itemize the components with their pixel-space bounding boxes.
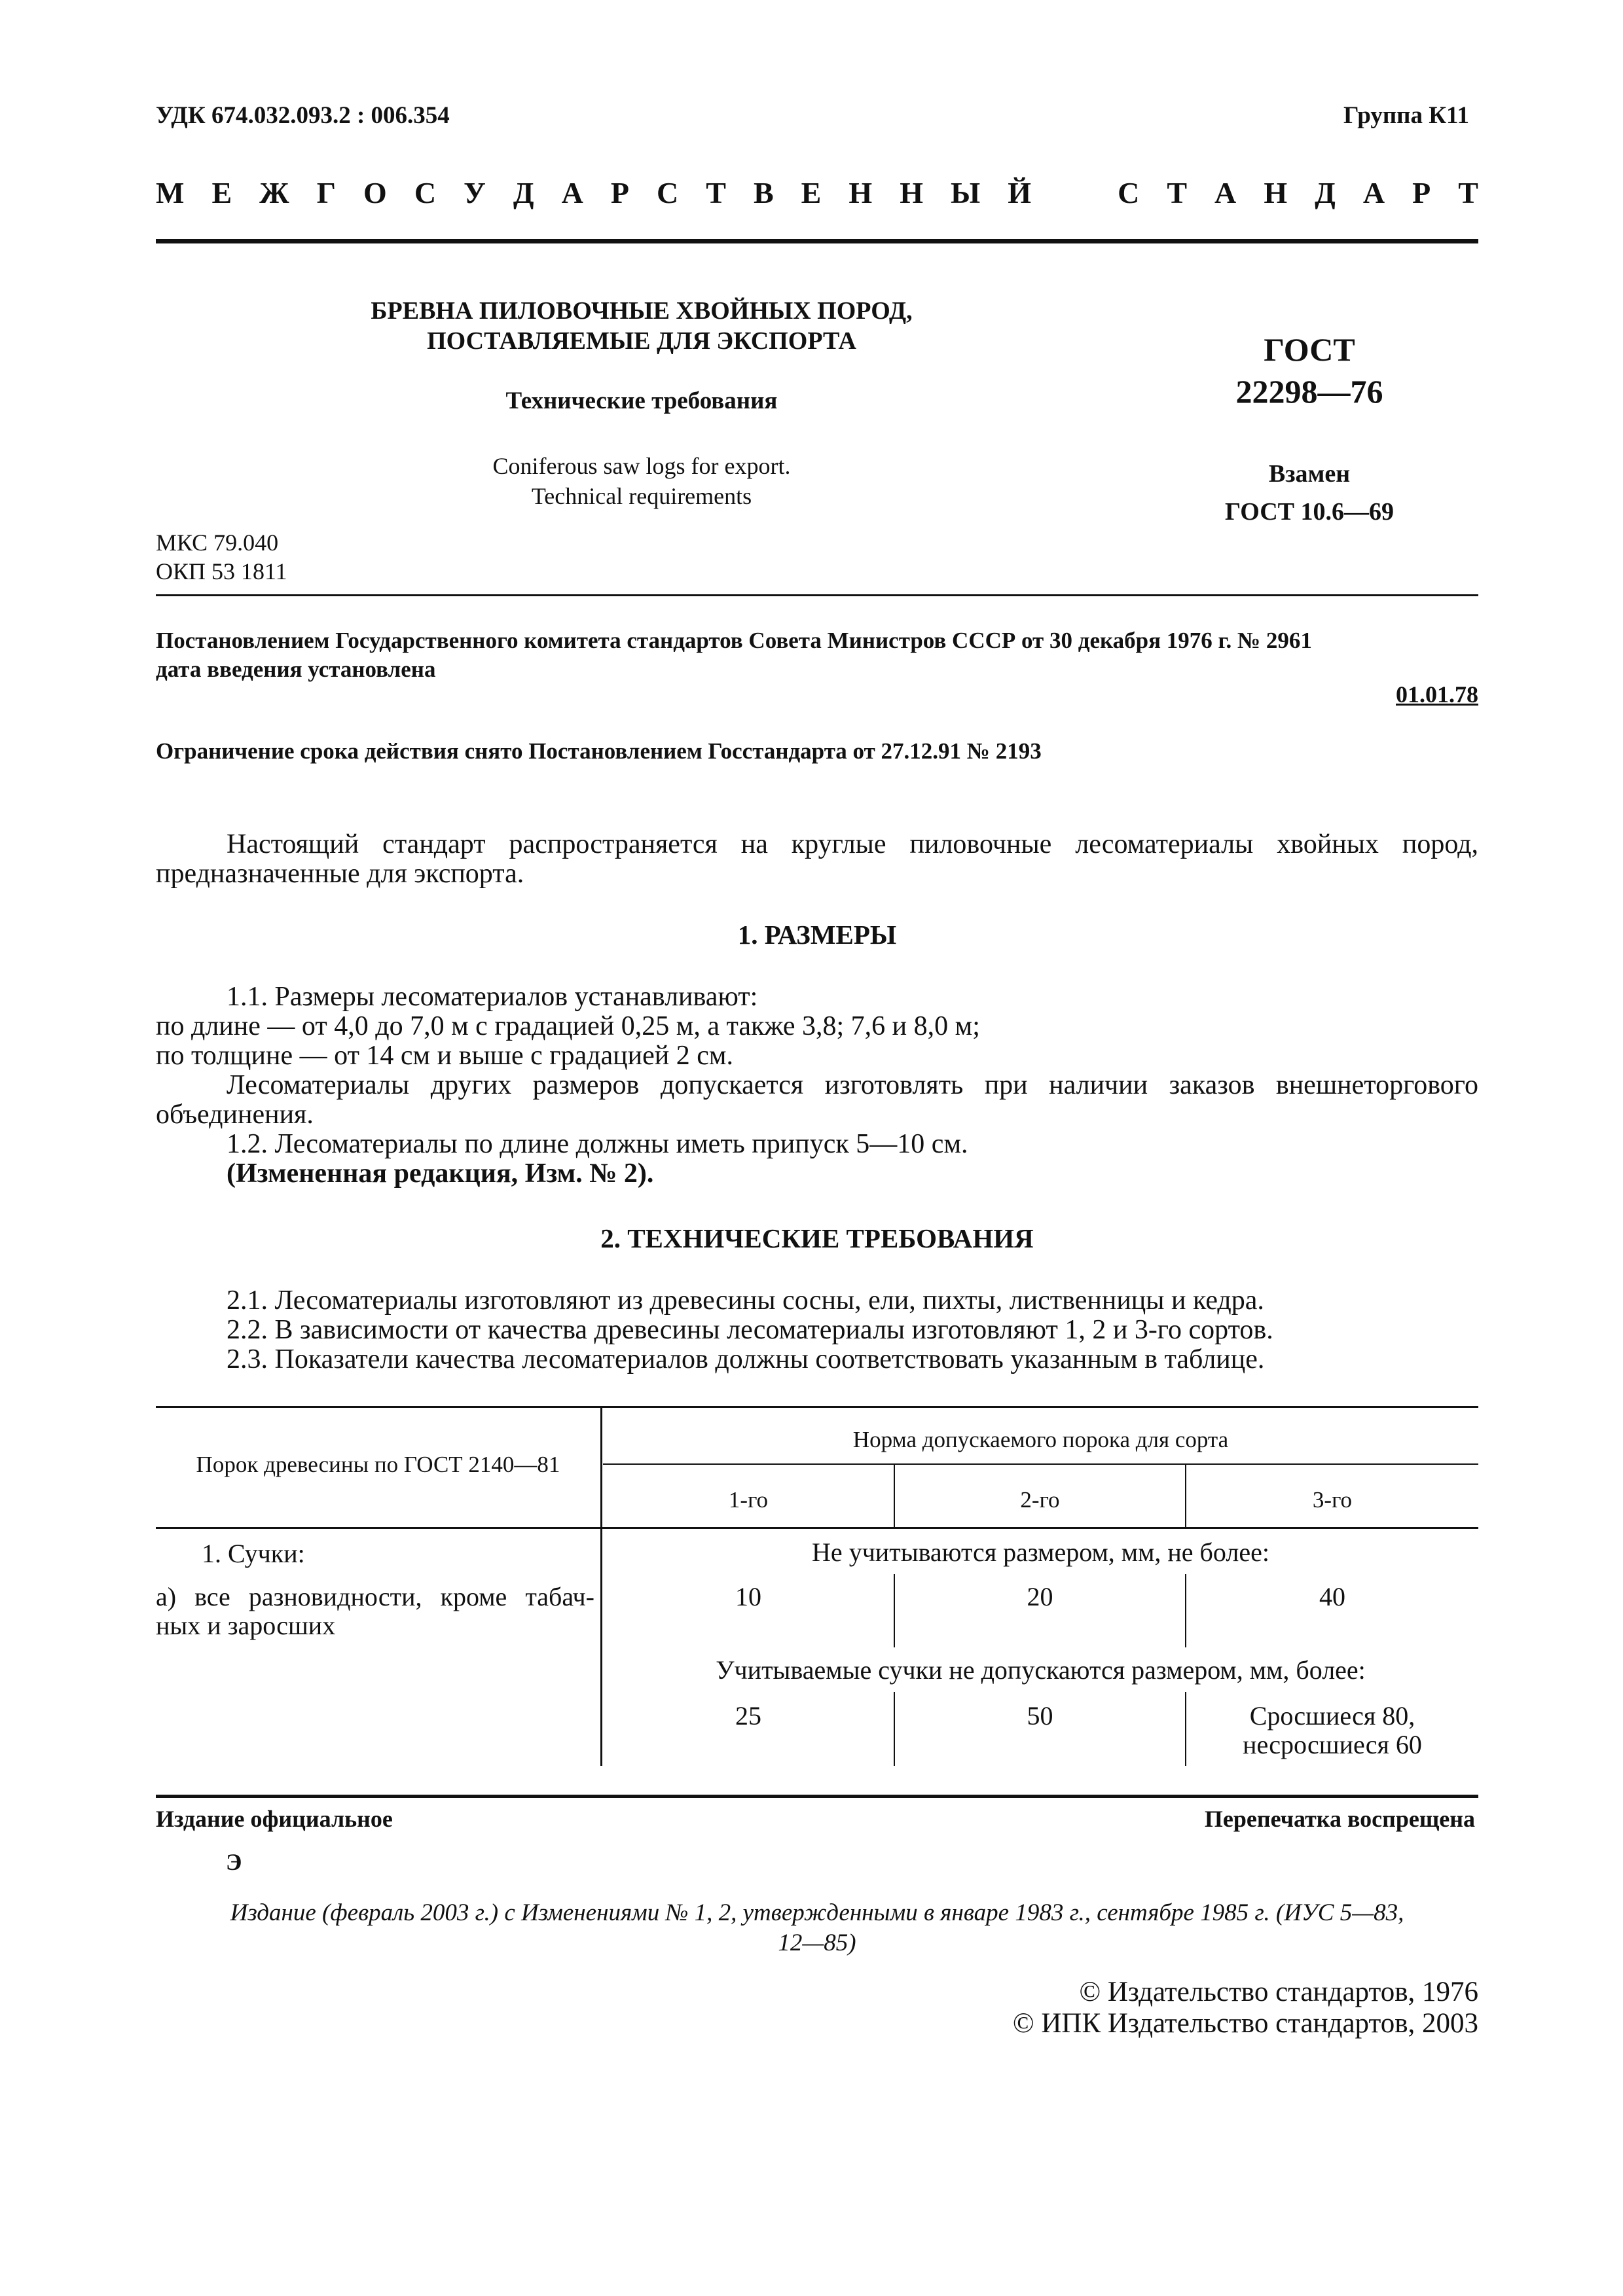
not-counted-grade-1: 10 (735, 1582, 761, 1611)
table-group-header: Норма допускаемого порока для сорта (852, 1427, 1229, 1452)
banner-letter: Т (1458, 176, 1478, 209)
replaces-block (1159, 455, 1460, 531)
banner-letter: Е (801, 176, 822, 209)
table-grade-2-header: 2-го (1020, 1487, 1060, 1513)
banner-letter: Н (900, 176, 923, 209)
banner-letter: М (156, 176, 185, 209)
english-title (308, 451, 976, 511)
copyright-2003: © ИПК Издательство стандартов, 2003 (1012, 2008, 1478, 2039)
banner-letter: А (1362, 176, 1385, 209)
table-column-divider (600, 1406, 602, 1766)
banner-letter: Г (316, 176, 336, 209)
row-all-kinds-label (156, 1583, 594, 1640)
counted-grade-3-line-1: Сросшиеся 80, (1249, 1701, 1415, 1731)
section-2-heading: 2. ТЕХНИЧЕСКИЕ ТРЕБОВАНИЯ (600, 1223, 1034, 1253)
banner-letter: В (753, 176, 774, 209)
clause-1-1-length: по длине — от 4,0 до 7,0 м с градацией 0,25 м, а также 3,8; 7,6 и 8,0 м; (156, 1011, 980, 1041)
section-1-heading: 1. РАЗМЕРЫ (737, 920, 897, 950)
edition-note-line-1: Издание (февраль 2003 г.) с Изменениями № 1, 2, утвержденными в январе 1983 г., сентябре 1985 г. (ИУС 5—83, (230, 1899, 1404, 1926)
decree-line-1: Постановлением Государственного комитета стандартов Совета Министров СССР от 30 декабря 1976 г. № 2961 (156, 628, 1312, 653)
counted-grade-3 (1186, 1702, 1478, 1759)
banner-letter: Й (1008, 176, 1031, 209)
copyright (1013, 1977, 1478, 2039)
copyright-1976: © Издательство стандартов, 1976 (1079, 1977, 1478, 2007)
banner-letter: А (1214, 176, 1237, 209)
document-title (308, 296, 976, 356)
okp-code: ОКП 53 1811 (156, 558, 287, 584)
note-counted: Учитываемые сучки не допускаются размером, мм, более: (716, 1655, 1366, 1685)
english-title-line-2: Technical requirements (531, 483, 752, 509)
banner-letter: Т (706, 176, 726, 209)
edition-note-line-2: 12—85) (778, 1929, 856, 1956)
banner-letter: Р (610, 176, 629, 209)
title-block-rule (156, 594, 1478, 596)
introduction-date: 01.01.78 (1396, 681, 1478, 708)
clause-1-1-other-sizes: Лесоматериалы других размеров допускается изготовлять при наличии заказов внешнеторгового объединения. (156, 1070, 1478, 1130)
table-grade-1-header: 1-го (728, 1487, 769, 1513)
classification-codes (156, 528, 287, 586)
banner-letter: О (363, 176, 387, 209)
table-header-bottom-border (156, 1527, 1478, 1529)
title-line-1: БРЕВНА ПИЛОВОЧНЫЕ ХВОЙНЫХ ПОРОД, (371, 297, 913, 325)
limitation-note: Ограничение срока действия снято Постановлением Госстандарта от 27.12.91 № 2193 (156, 738, 1042, 764)
banner-letter: Д (1315, 176, 1336, 209)
counted-grade-1: 25 (735, 1701, 761, 1731)
table-grade-3-header: 3-го (1312, 1487, 1353, 1513)
banner-letter: Н (848, 176, 873, 209)
edition-mark: Э (226, 1849, 242, 1875)
banner-letter: Р (1412, 176, 1431, 209)
intro-paragraph: Настоящий стандарт распространяется на круглые пиловочные лесоматериалы хвойных пород, предназначенные для экспорта. (156, 829, 1478, 889)
not-counted-grade-3: 40 (1319, 1582, 1345, 1611)
counted-grade-3-line-2: несросшиеся 60 (1243, 1730, 1422, 1759)
clause-1-2: 1.2. Лесоматериалы по длине должны иметь припуск 5—10 см. (227, 1129, 968, 1159)
title-line-2: ПОСТАВЛЯЕМЫЕ ДЛЯ ЭКСПОРТА (427, 327, 856, 355)
reprint-prohibited: Перепечатка воспрещена (1204, 1806, 1475, 1832)
clause-1-1: 1.1. Размеры лесоматериалов устанавливают: (227, 982, 758, 1012)
banner-letter: С (656, 176, 679, 209)
banner-letter: А (561, 176, 583, 209)
interstate-standard-banner (156, 175, 1478, 210)
amendment-note: (Измененная редакция, Изм. № 2). (227, 1158, 654, 1189)
clause-2-2: 2.2. В зависимости от качества древесины лесоматериалы изготовляют 1, 2 и 3-го сортов. (227, 1315, 1273, 1345)
replaces-label: Взамен (1268, 460, 1351, 488)
banner-letter: Н (1264, 176, 1288, 209)
banner-letter: Ж (259, 176, 289, 209)
row-knots-label: 1. Сучки: (202, 1539, 305, 1568)
table-top-border (156, 1406, 1478, 1408)
decree-text (156, 626, 1478, 684)
group-code: Группа К11 (1343, 102, 1469, 129)
edition-note (156, 1898, 1478, 1958)
table-group-divider (603, 1463, 1478, 1465)
banner-letter: У (464, 176, 486, 209)
clause-2-1: 2.1. Лесоматериалы изготовляют из древесины сосны, ели, пихты, лиственницы и кедра. (227, 1285, 1264, 1316)
banner-letter: Т (1167, 176, 1188, 209)
banner-letter: С (414, 176, 437, 209)
not-counted-grade-2: 20 (1027, 1582, 1053, 1611)
footer-rule (156, 1795, 1478, 1798)
official-edition: Издание официальное (156, 1806, 393, 1832)
gost-label: ГОСТ (1264, 331, 1355, 368)
replaces-value: ГОСТ 10.6—69 (1224, 498, 1395, 526)
clause-1-1-thickness: по толщине — от 14 см и выше с градацией 2 см. (156, 1041, 733, 1071)
mks-code: МКС 79.040 (156, 529, 279, 556)
banner-letter: Д (513, 176, 534, 209)
udk-code: УДК 674.032.093.2 : 006.354 (156, 102, 450, 129)
gost-number (1159, 329, 1460, 412)
clause-2-3: 2.3. Показатели качества лесоматериалов должны соответствовать указанным в таблице. (227, 1344, 1265, 1374)
row-all-kinds-line-2: ных и заросших (156, 1611, 336, 1640)
row-all-kinds-line-1: а) все разновидности, кроме табач- (156, 1582, 594, 1611)
banner-letter (1059, 175, 1090, 210)
document-subtitle: Технические требования (505, 387, 778, 414)
header-rule (156, 239, 1478, 243)
english-title-line-1: Coniferous saw logs for export. (492, 453, 791, 479)
gost-designation: 22298—76 (1235, 373, 1383, 410)
banner-letter: Ы (951, 176, 981, 209)
banner-letter: Е (211, 176, 232, 209)
table-col1-header: Порок древесины по ГОСТ 2140—81 (196, 1452, 560, 1477)
decree-line-2: дата введения установлена (156, 656, 436, 682)
counted-grade-2: 50 (1027, 1701, 1053, 1731)
banner-letter: С (1118, 176, 1140, 209)
note-not-counted: Не учитываются размером, мм, не более: (812, 1537, 1269, 1567)
